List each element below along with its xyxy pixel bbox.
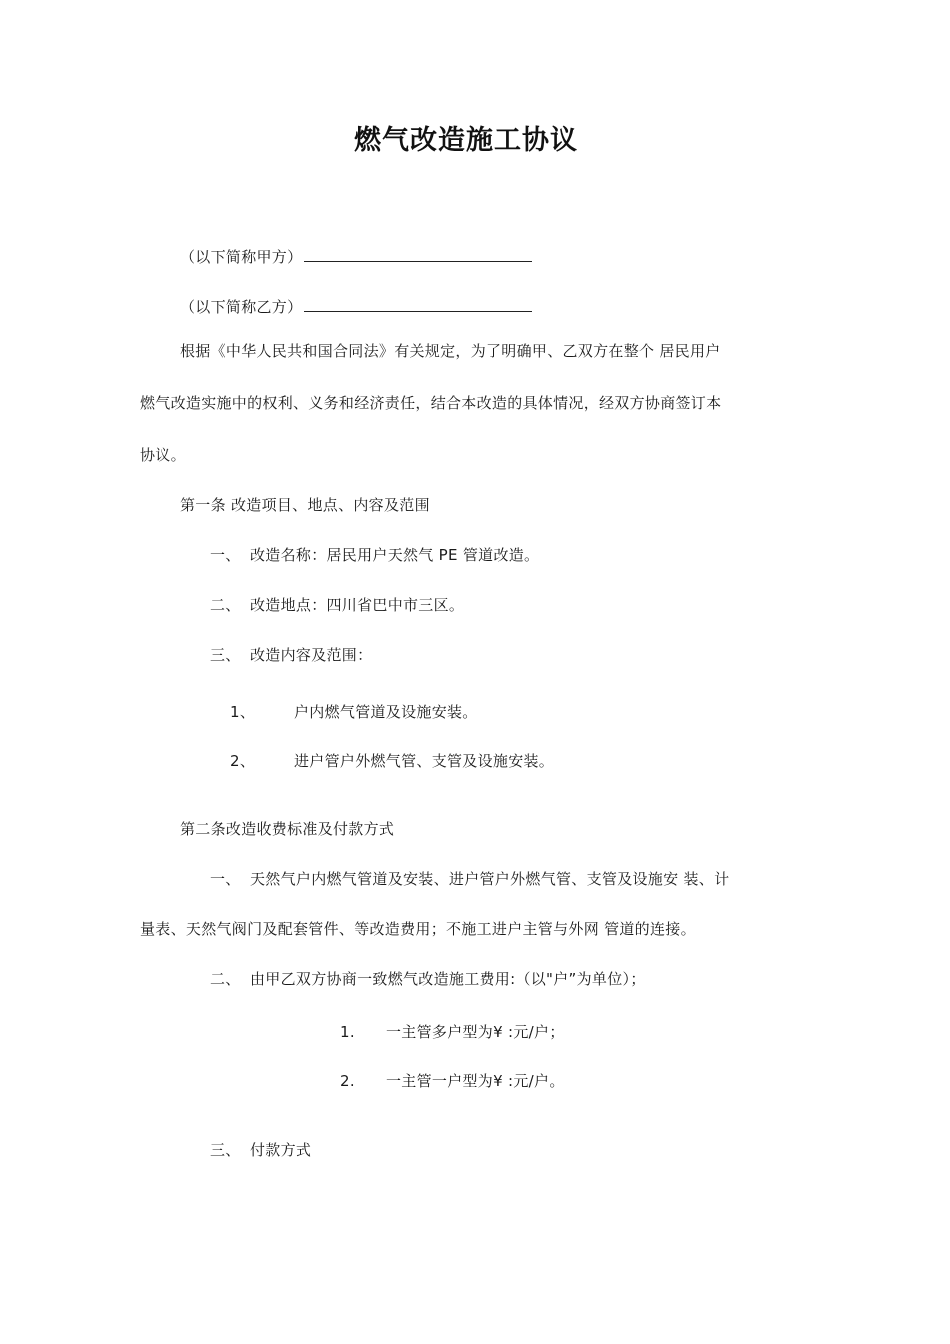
- article-1-item-3-number: 三、: [210, 646, 241, 664]
- article-1-item-2-text: 改造地点：四川省巴中市三区。: [250, 596, 465, 614]
- article-2-item-1-line-2: 量表、天然气阀门及配套管件、等改造费用；不施工进户主管与外网 管道的连接。: [140, 920, 696, 938]
- article-2-sub-2-text: 一主管一户型为¥ :元/户。: [386, 1072, 565, 1090]
- party-a-blank[interactable]: [304, 247, 532, 262]
- article-1-heading: 第一条 改造项目、地点、内容及范围: [180, 496, 430, 514]
- article-2-item-2-text: 由甲乙双方协商一致燃气改造施工费用:（以"户”为单位）；: [250, 970, 646, 988]
- article-2-sub-2-number: 2.: [340, 1072, 355, 1090]
- article-1-sub-1-number: 1、: [230, 703, 256, 721]
- article-2-item-1-number: 一、: [210, 870, 241, 888]
- article-1-sub-2-text: 进户管户外燃气管、支管及设施安装。: [294, 752, 555, 770]
- party-a-label: （以下简称甲方）: [180, 248, 303, 266]
- article-2-sub-1-text: 一主管多户型为¥ :元/户；: [386, 1023, 565, 1041]
- article-1-sub-2-number: 2、: [230, 752, 256, 770]
- article-1-item-3-text: 改造内容及范围：: [250, 646, 373, 664]
- intro-line-3: 协议。: [140, 446, 186, 464]
- article-1-item-1-text: 改造名称：居民用户天然气 PE 管道改造。: [250, 546, 540, 564]
- party-a-line: [180, 247, 532, 267]
- article-1-item-1-number: 一、: [210, 546, 241, 564]
- article-2-sub-1-number: 1.: [340, 1023, 355, 1041]
- article-1-item-2-number: 二、: [210, 596, 241, 614]
- article-2-item-3-text: 付款方式: [250, 1141, 312, 1159]
- intro-line-2: 燃气改造实施中的权利、义务和经济责任，结合本改造的具体情况，经双方协商签订本: [140, 394, 722, 412]
- article-1-sub-1-text: 户内燃气管道及设施安装。: [294, 703, 478, 721]
- party-b-label: （以下简称乙方）: [180, 298, 303, 316]
- article-2-item-2-number: 二、: [210, 970, 241, 988]
- party-b-blank[interactable]: [304, 297, 532, 312]
- article-2-item-1-line-1: 天然气户内燃气管道及安装、进户管户外燃气管、支管及设施安 装、计: [250, 870, 730, 888]
- article-2-heading: 第二条改造收费标准及付款方式: [180, 820, 395, 838]
- article-2-item-3-number: 三、: [210, 1141, 241, 1159]
- intro-line-1: 根据《中华人民共和国合同法》有关规定，为了明确甲、乙双方在整个 居民用户: [180, 342, 721, 360]
- party-b-line: [180, 297, 532, 317]
- document-title: 燃气改造施工协议: [354, 125, 578, 156]
